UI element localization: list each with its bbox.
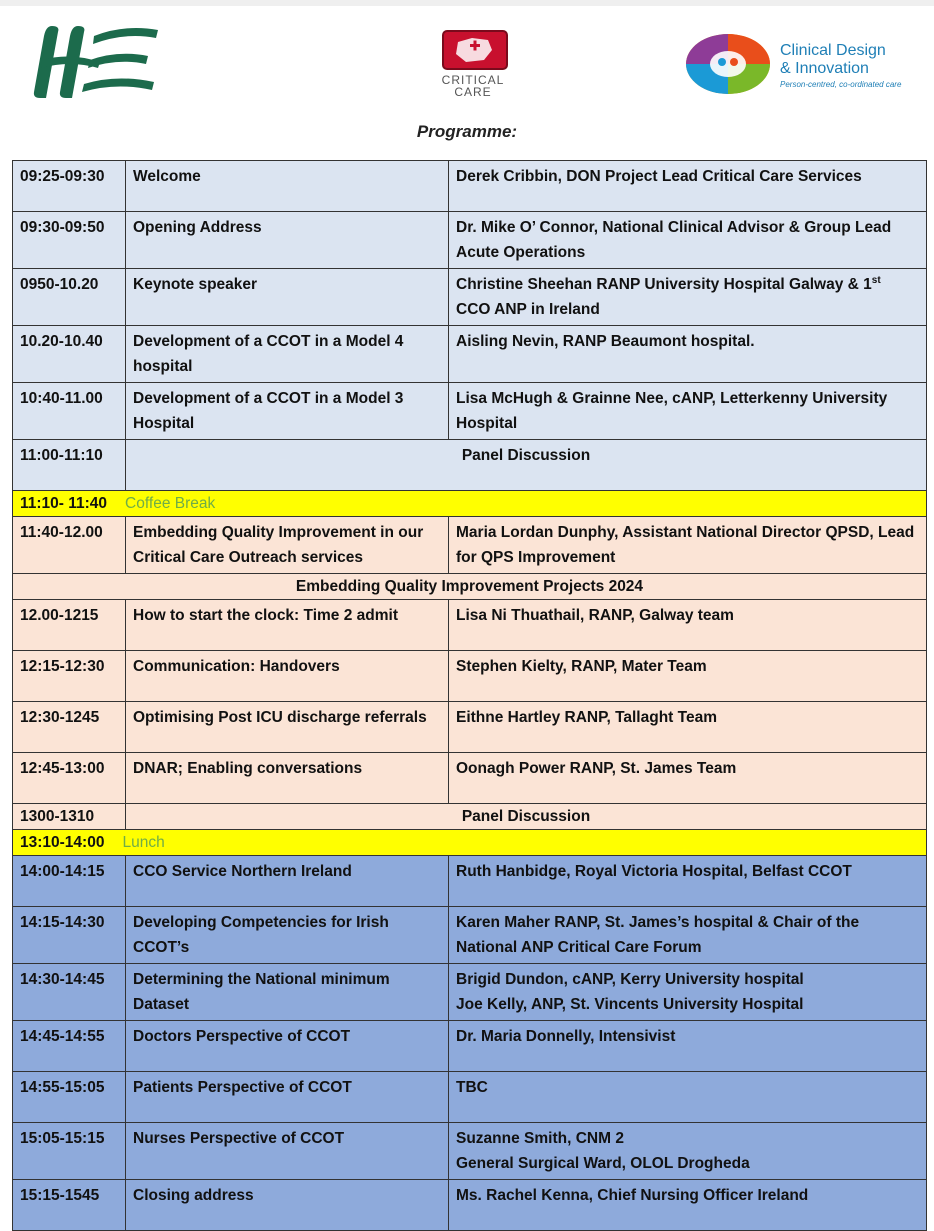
top-strip [0, 0, 934, 6]
topic-cell: Doctors Perspective of CCOT [126, 1021, 449, 1072]
speaker-line: Brigid Dundon, cANP, Kerry University hospital [456, 971, 804, 988]
topic-cell: Welcome [126, 161, 449, 212]
time-cell: 14:55-15:05 [13, 1072, 126, 1123]
speaker-line: Suzanne Smith, CNM 2 [456, 1130, 624, 1147]
topic-cell: Developing Competencies for Irish CCOT’s [126, 907, 449, 964]
speaker-cell: Oonagh Power RANP, St. James Team [449, 753, 927, 804]
table-row [13, 517, 927, 574]
table-row [13, 161, 927, 212]
page-title: Programme: [416, 122, 518, 141]
time-cell: 10.20-10.40 [13, 326, 126, 383]
table-row [13, 1180, 927, 1231]
speaker-text: Christine Sheehan RANP University Hospital Galway & 1 [456, 276, 872, 293]
ordinal-suffix: st [871, 274, 881, 286]
table-row [13, 907, 927, 964]
table-row [13, 212, 927, 269]
time-cell: 1300-1310 [13, 804, 126, 830]
break-cell [13, 491, 927, 517]
cdi-circle-icon [684, 32, 772, 96]
speaker-cell: Dr. Maria Donnelly, Intensivist [449, 1021, 927, 1072]
topic-cell: Communication: Handovers [126, 651, 449, 702]
time-cell: 12:45-13:00 [13, 753, 126, 804]
topic-cell: Development of a CCOT in a Model 4 hospital [126, 326, 449, 383]
time-cell: 14:30-14:45 [13, 964, 126, 1021]
break-time: 11:10- 11:40 [20, 495, 108, 512]
speaker-cell: Eithne Hartley RANP, Tallaght Team [449, 702, 927, 753]
topic-cell: Optimising Post ICU discharge referrals [126, 702, 449, 753]
speaker-cell: Derek Cribbin, DON Project Lead Critical Care Services [449, 161, 927, 212]
coffee-break-row [13, 491, 927, 517]
critical-care-line2: CARE [454, 85, 492, 99]
break-label: Coffee Break [125, 495, 216, 512]
time-cell: 11:40-12.00 [13, 517, 126, 574]
time-cell: 14:15-14:30 [13, 907, 126, 964]
critical-care-line1: CRITICAL [441, 73, 505, 87]
speaker-cell: Maria Lordan Dunphy, Assistant National Director QPSD, Lead for QPS Improvement [449, 517, 927, 574]
time-cell: 09:30-09:50 [13, 212, 126, 269]
speaker-line: Joe Kelly, ANP, St. Vincents University Hospital [456, 996, 804, 1013]
time-cell: 12.00-1215 [13, 600, 126, 651]
break-time: 13:10-14:00 [20, 834, 105, 851]
topic-cell: Development of a CCOT in a Model 3 Hospital [126, 383, 449, 440]
speaker-cell: TBC [449, 1072, 927, 1123]
table-row [13, 1021, 927, 1072]
table-row [13, 440, 927, 491]
hse-logo [30, 22, 162, 100]
break-cell [13, 830, 927, 856]
topic-cell: How to start the clock: Time 2 admit [126, 600, 449, 651]
critical-care-wordmark [418, 74, 528, 98]
speaker-cell: Aisling Nevin, RANP Beaumont hospital. [449, 326, 927, 383]
critical-care-logo [418, 30, 528, 102]
table-row [13, 964, 927, 1021]
speaker-line: General Surgical Ward, OLOL Drogheda [456, 1155, 750, 1172]
time-cell: 15:05-15:15 [13, 1123, 126, 1180]
table-row [13, 804, 927, 830]
time-cell: 10:40-11.00 [13, 383, 126, 440]
break-label: Lunch [122, 834, 165, 851]
table-row [13, 651, 927, 702]
topic-cell: Closing address [126, 1180, 449, 1231]
cdi-title [780, 42, 886, 78]
speaker-cell [449, 1123, 927, 1180]
time-cell: 09:25-09:30 [13, 161, 126, 212]
topic-cell: Keynote speaker [126, 269, 449, 326]
speaker-cell: Stephen Kielty, RANP, Mater Team [449, 651, 927, 702]
section-header-row [13, 574, 927, 600]
section-header-cell: Embedding Quality Improvement Projects 2024 [13, 574, 927, 600]
time-cell: 12:15-12:30 [13, 651, 126, 702]
critical-care-badge-icon [442, 30, 508, 70]
table-row [13, 856, 927, 907]
speaker-cell: Ms. Rachel Kenna, Chief Nursing Officer Ireland [449, 1180, 927, 1231]
lunch-break-row [13, 830, 927, 856]
cdi-line1: Clinical Design [780, 42, 886, 59]
speaker-cell: Ruth Hanbidge, Royal Victoria Hospital, Belfast CCOT [449, 856, 927, 907]
table-row [13, 702, 927, 753]
table-row [13, 269, 927, 326]
cdi-logo [684, 30, 924, 98]
topic-cell: CCO Service Northern Ireland [126, 856, 449, 907]
table-row [13, 753, 927, 804]
topic-cell: Patients Perspective of CCOT [126, 1072, 449, 1123]
cdi-line2: & Innovation [780, 60, 869, 77]
speaker-text-end: CCO ANP in Ireland [456, 301, 600, 318]
time-cell: 14:00-14:15 [13, 856, 126, 907]
time-cell: 15:15-1545 [13, 1180, 126, 1231]
speaker-cell: Lisa Ni Thuathail, RANP, Galway team [449, 600, 927, 651]
panel-discussion-cell: Panel Discussion [126, 440, 927, 491]
speaker-cell: Lisa McHugh & Grainne Nee, cANP, Letterkenny University Hospital [449, 383, 927, 440]
topic-cell: Opening Address [126, 212, 449, 269]
topic-cell: Nurses Perspective of CCOT [126, 1123, 449, 1180]
table-row [13, 326, 927, 383]
time-cell: 14:45-14:55 [13, 1021, 126, 1072]
speaker-cell: Dr. Mike O’ Connor, National Clinical Advisor & Group Lead Acute Operations [449, 212, 927, 269]
topic-cell: Determining the National minimum Dataset [126, 964, 449, 1021]
cdi-tagline: Person-centred, co-ordinated care [780, 80, 902, 89]
table-row [13, 1123, 927, 1180]
speaker-cell [449, 269, 927, 326]
topic-cell: DNAR; Enabling conversations [126, 753, 449, 804]
time-cell: 11:00-11:10 [13, 440, 126, 491]
table-row [13, 600, 927, 651]
speaker-cell: Karen Maher RANP, St. James’s hospital & Chair of the National ANP Critical Care Forum [449, 907, 927, 964]
table-row [13, 383, 927, 440]
topic-cell: Embedding Quality Improvement in our Critical Care Outreach services [126, 517, 449, 574]
time-cell: 12:30-1245 [13, 702, 126, 753]
programme-table [12, 160, 927, 1231]
table-row [13, 1072, 927, 1123]
speaker-cell [449, 964, 927, 1021]
panel-discussion-cell: Panel Discussion [126, 804, 927, 830]
time-cell: 0950-10.20 [13, 269, 126, 326]
